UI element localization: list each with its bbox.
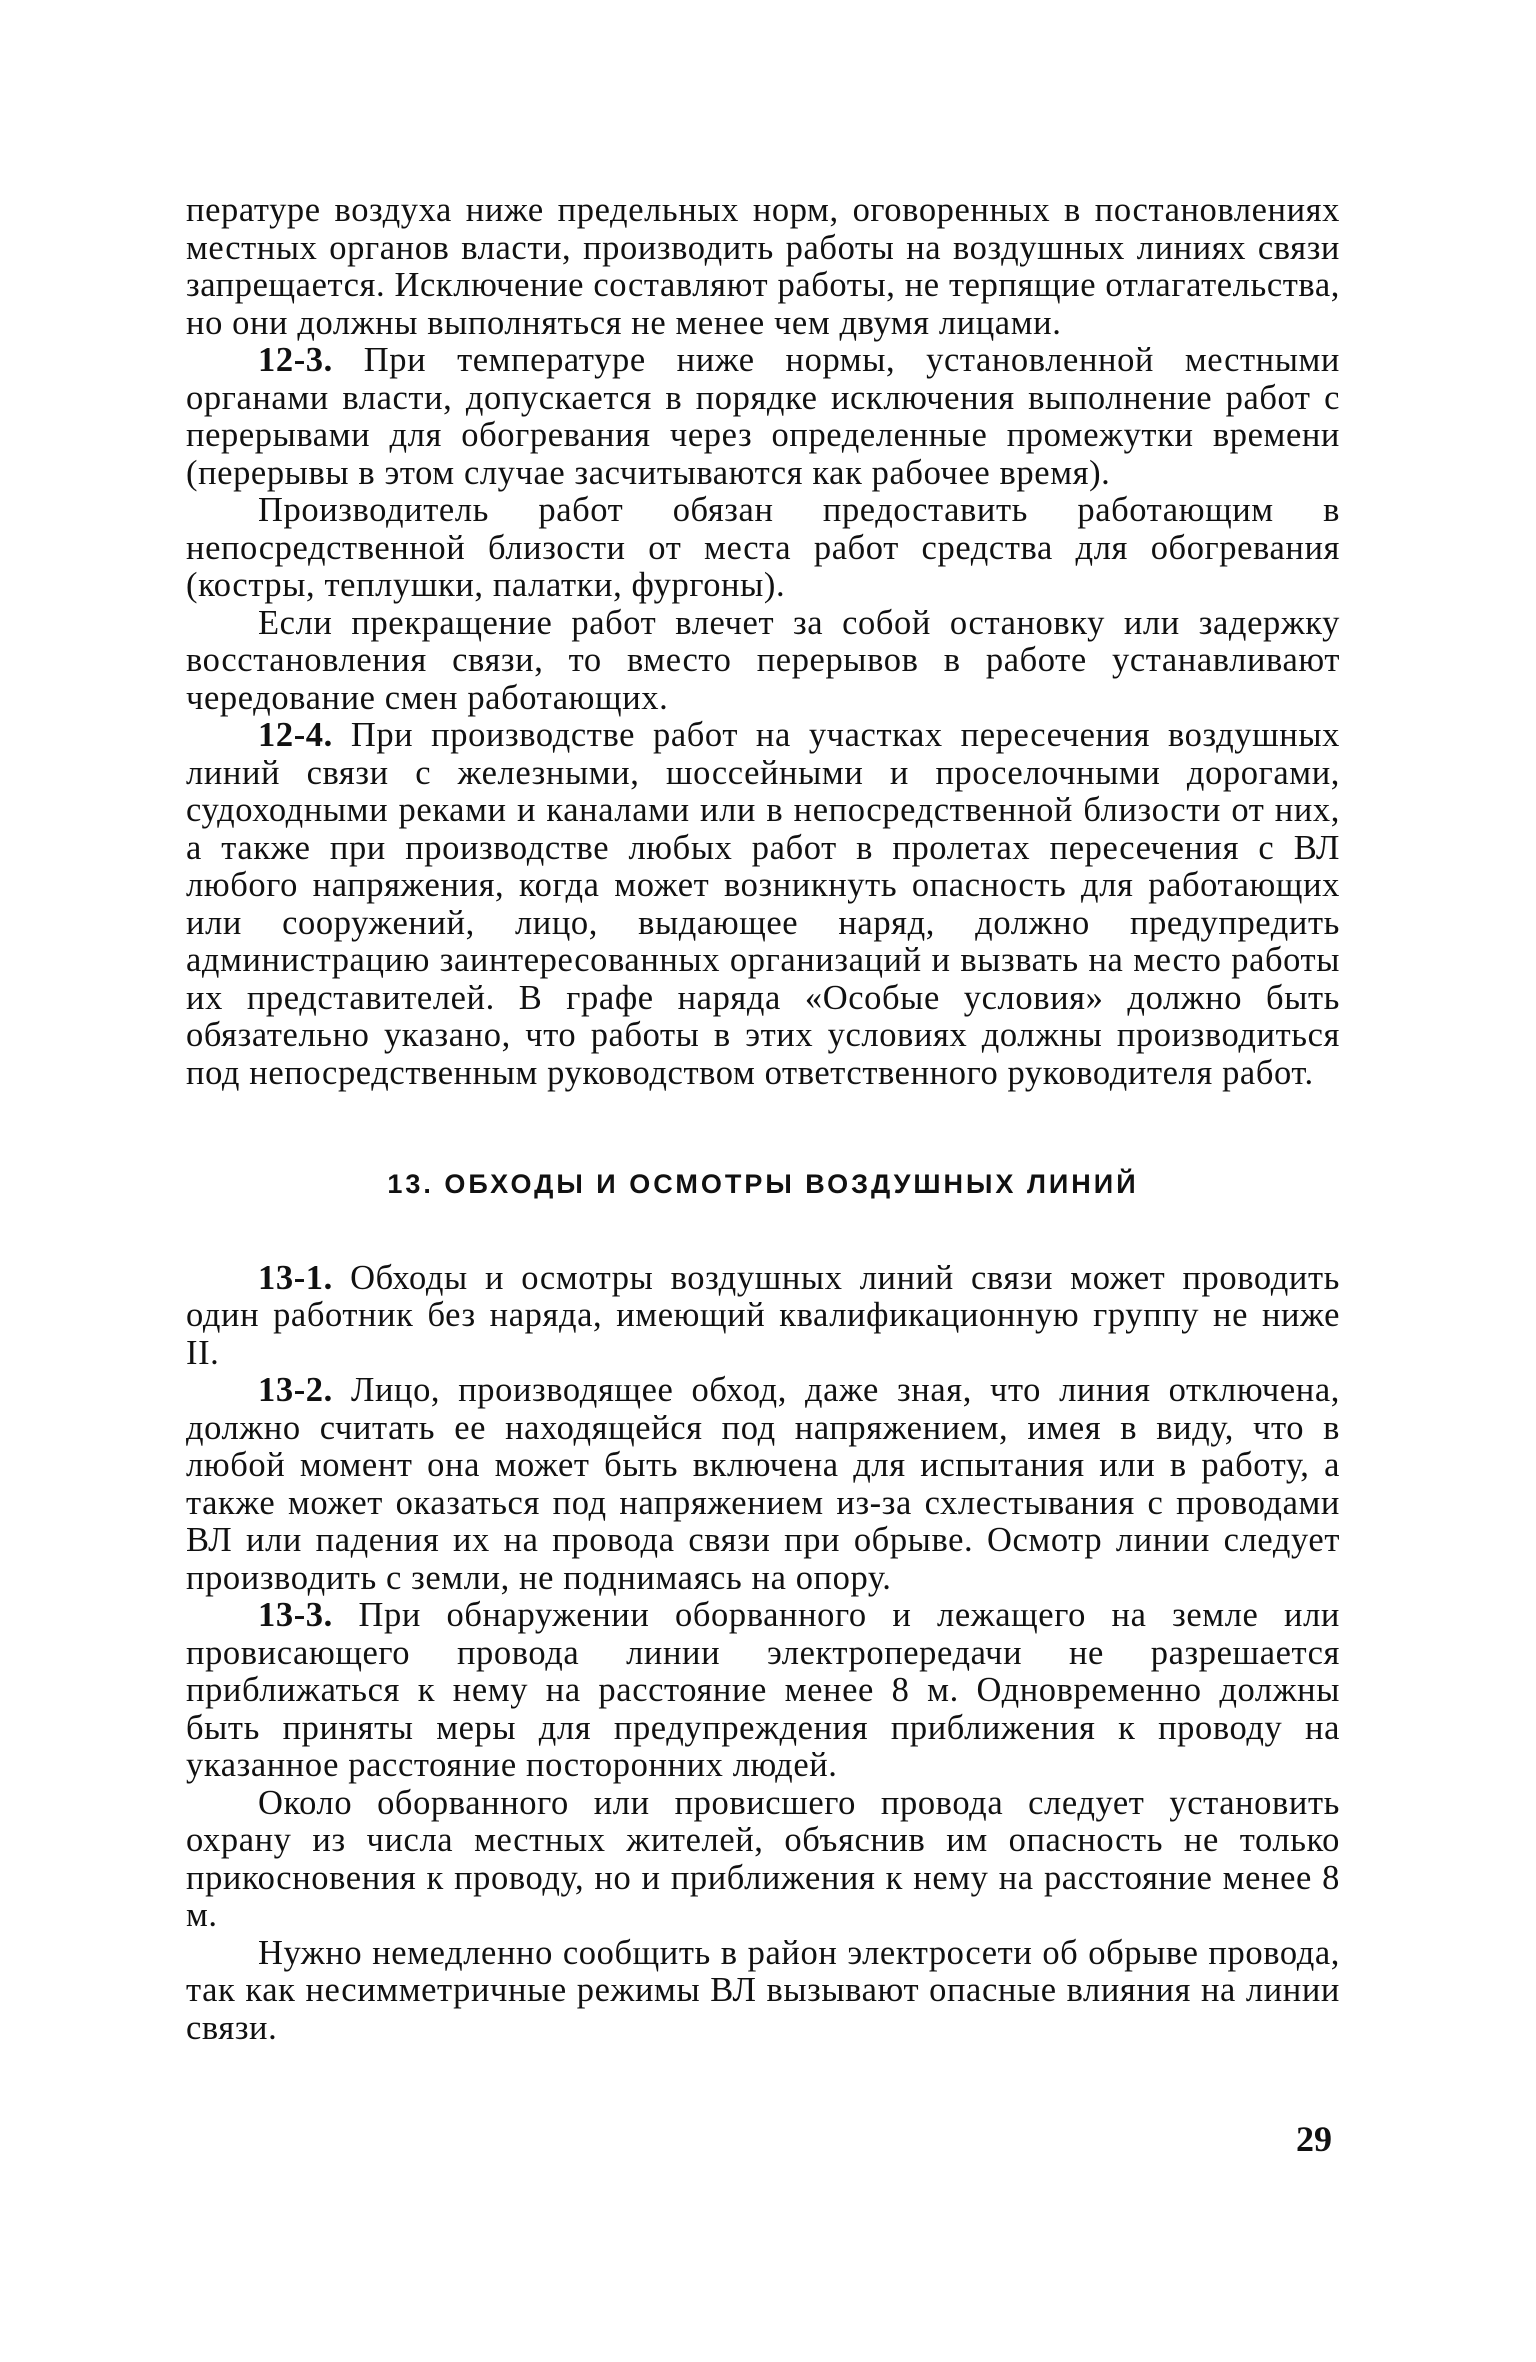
clause-12-3 [186, 342, 1340, 492]
paragraph [186, 605, 1340, 718]
paragraph-text: При температуре ниже нормы, установленной местными органами власти, допускается в порядке исключения выполнение работ с перерывами для обогревания через определенные промежутки времени (перерывы в этом случае засчитываются как рабочее время). [186, 341, 1340, 492]
paragraph-continuation [186, 192, 1340, 342]
paragraph-text: При производстве работ на участках пересечения воздушных линий связи с железными, шоссейными и проселочными дорогами, судоходными реками и каналами или в непосредственной близости от них, а также при производстве любых работ в пролетах пересечения с ВЛ любого напряжения, когда может возникнуть опасность для работающих или сооружений, лицо, выдающее наряд, должно предупредить администрацию заинтересованных организаций и вызвать на место работы их представителей. В графе наряда «Особые условия» должно быть обязательно указано, что работы в этих условиях должны производиться под непосредственным руководством ответственного руководителя работ. [186, 716, 1340, 1092]
section-heading: 13. ОБХОДЫ И ОСМОТРЫ ВОЗДУШНЫХ ЛИНИЙ [387, 1169, 1139, 1199]
clause-12-4 [186, 717, 1340, 1092]
paragraph [186, 492, 1340, 605]
clause-13-1 [186, 1260, 1340, 1373]
paragraph-text: Если прекращение работ влечет за собой остановку или задержку восстановления связи, то вместо перерывов в работе устанавливают чередование смен работающих. [186, 603, 1340, 717]
clause-number: 13-3. [258, 1596, 333, 1634]
clause-13-3 [186, 1597, 1340, 1785]
clause-13-2 [186, 1372, 1340, 1597]
paragraph-text: Лицо, производящее обход, даже зная, что линия отключена, должно считать ее находящейся под напряжением, имея в виду, что в любой момент она может быть включена для испытания или в работу, а также может оказаться под напряжением из-за схлестывания с проводами ВЛ или падения их на провода связи при обрыве. Осмотр линии следует производить с земли, не поднимаясь на опору. [186, 1371, 1340, 1597]
paragraph-text: пературе воздуха ниже предельных норм, оговоренных в постановлениях местных органов власти, производить работы на воздушных линиях связи запрещается. Исключение составляют работы, не терпящие отлагательства, но они должны выполняться не менее чем двумя лицами. [186, 191, 1340, 342]
clause-number: 13-1. [258, 1258, 333, 1297]
clause-number: 13-2. [258, 1371, 333, 1409]
paragraph [186, 1785, 1340, 1935]
clause-number: 12-3. [258, 341, 333, 379]
paragraph-text: Нужно немедленно сообщить в район электросети об обрыве провода, так как несимметричные режимы ВЛ вызывают опасные влияния на линии связи. [186, 1933, 1340, 2047]
page-number: 29 [1296, 2119, 1332, 2159]
paragraph-text: При обнаружении оборванного и лежащего на земле или провисающего провода линии электропередачи не разрешается приближаться к нему на расстояние менее 8 м. Одновременно должны быть приняты меры для предупреждения приближения к проводу на указанное расстояние посторонних людей. [186, 1596, 1340, 1784]
paragraph-text: Производитель работ обязан предоставить работающим в непосредственной близости от места работ средства для обогревания (костры, теплушки, палатки, фургоны). [186, 491, 1340, 604]
clause-number: 12-4. [258, 716, 333, 754]
paragraph-text: Обходы и осмотры воздушных линий связи может проводить один работник без наряда, имеющий квалификационную группу не ниже II. [186, 1258, 1340, 1372]
paragraph [186, 1935, 1340, 2048]
document-page [186, 192, 1340, 2047]
paragraph-text: Около оборванного или провисшего провода следует установить охрану из числа местных жителей, объяснив им опасность не только прикосновения к проводу, но и приближения к нему на расстояние менее 8 м. [186, 1783, 1340, 1934]
